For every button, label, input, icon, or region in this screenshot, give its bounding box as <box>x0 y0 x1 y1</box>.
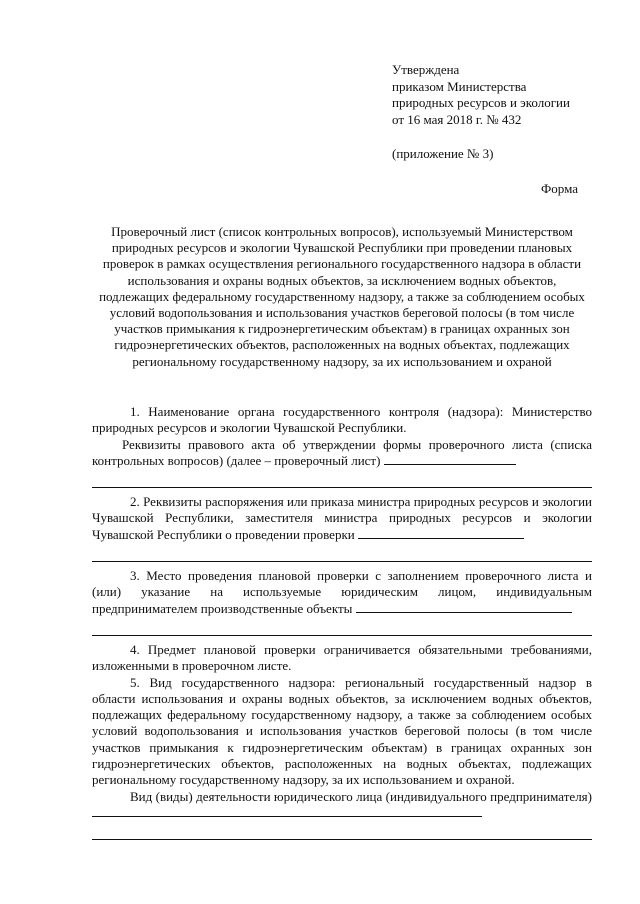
item-3-text: 3. Место проведения плановой проверки с заполнением проверочного листа и (или) указание на используемые юридическим лицом, индивидуальным предпринимателем производственные объекты <box>92 568 592 616</box>
document-body <box>92 404 592 840</box>
item-2-blank[interactable] <box>358 528 524 539</box>
appendix-number: (приложение № 3) <box>392 146 494 161</box>
requisites-blank-line[interactable] <box>92 487 592 488</box>
checklist-title: Проверочный лист (список контрольных вопросов), используемый Министерством природных ресурсов и экологии Чувашской Республики при проведении плановых проверок в рамках осуществления регионального государственного надзора в области использования и охраны водных объектов, за исключением водных объектов, подлежащих федеральному государственному надзору, а также за соблюдением особых условий водопользования и использования участков береговой полосы (в том числе участков примыкания к гидроэнергетическим объектам) в границах охранных зон гидроэнергетических объектов, расположенных на водных объектах, подлежащих региональному государственному надзору, за их использованием и охраной <box>99 224 585 369</box>
item-3-blank-line[interactable] <box>92 635 592 636</box>
form-label: Форма <box>541 181 578 196</box>
requisites-text: Реквизиты правового акта об утверждении формы проверочного листа (списка контрольных вопросов) (далее – проверочный лист) <box>92 436 592 468</box>
activity-blank-line[interactable] <box>92 839 592 840</box>
approval-line-4: от 16 мая 2018 г. № 432 <box>392 111 522 127</box>
approval-line-3: природных ресурсов и экологии <box>392 95 570 110</box>
requisites-paragraph <box>92 437 592 470</box>
approval-line-2: приказом Министерства <box>392 78 527 94</box>
item-4-paragraph: 4. Предмет плановой проверки ограничивается обязательными требованиями, изложенными в проверочном листе. <box>92 641 592 674</box>
item-1-paragraph: 1. Наименование органа государственного контроля (надзора): Министерство природных ресурсов и экологии Чувашской Республики. <box>92 404 592 436</box>
item-3-blank[interactable] <box>356 602 572 613</box>
approval-block <box>392 62 570 128</box>
item-2-text: 2. Реквизиты распоряжения или приказа министра природных ресурсов и экологии Чувашской Республики, заместителя министра природных ресурсов и экологии Чувашской Республики о проведении проверки <box>92 494 592 542</box>
item-2-paragraph <box>92 494 592 543</box>
approval-line-1: Утверждена <box>392 62 460 77</box>
item-3-paragraph <box>92 568 592 617</box>
activity-paragraph <box>92 789 592 822</box>
activity-blank[interactable] <box>92 806 482 817</box>
requisites-blank[interactable] <box>384 454 516 465</box>
item-2-blank-line[interactable] <box>92 561 592 562</box>
activity-text: Вид (виды) деятельности юридического лица (индивидуального предпринимателя) <box>130 788 592 804</box>
item-5-paragraph: 5. Вид государственного надзора: региональный государственный надзор в области использования и охраны водных объектов, за исключением водных объектов, подлежащих федеральному государственному надзору, а также за соблюдением особых условий водопользования и использования участков береговой полосы (в том числе участков примыкания к гидроэнергетическим объектам) в границах охранных зон гидроэнергетических объектов, расположенных на водных объектах, подлежащих региональному государственному надзору, за их использованием и охраной. <box>92 674 592 788</box>
